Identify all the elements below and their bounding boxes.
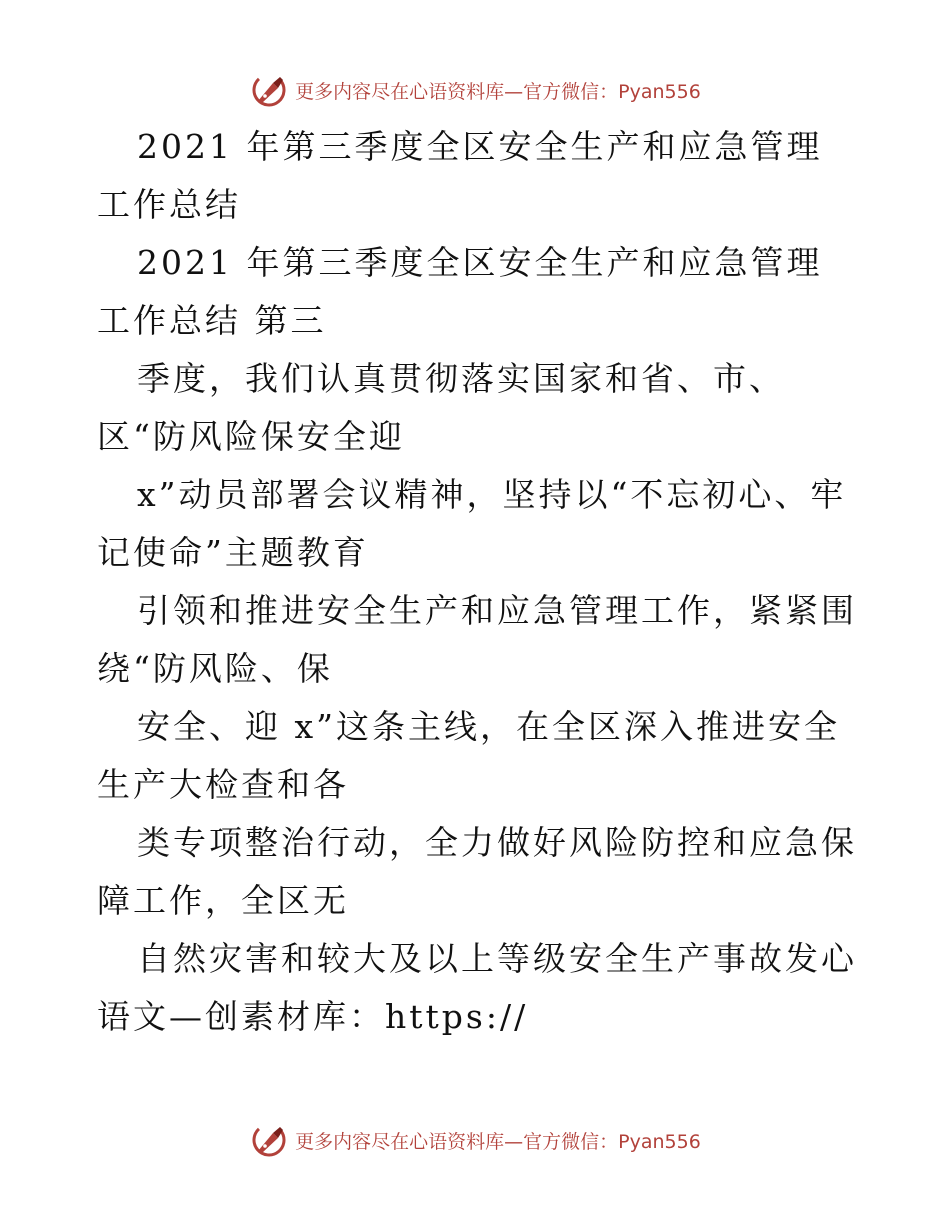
footer-banner-text: 更多内容尽在心语资料库—官方微信：Pyan556: [295, 1130, 701, 1153]
header-banner: [0, 68, 950, 112]
document-paragraph: 季度，我们认真贯彻落实国家和省、市、区“防风险保安全迎: [97, 359, 785, 456]
document-paragraph: 自然灾害和较大及以上等级安全生产事故发心语文—创素材库：https://: [97, 939, 857, 1036]
header-banner-text: 更多内容尽在心语资料库—官方微信：Pyan556: [295, 80, 701, 103]
pen-nib-icon: [249, 70, 289, 110]
document-paragraph: 类专项整治行动，全力做好风险防控和应急保障工作，全区无: [97, 823, 857, 920]
document-paragraph: x”动员部署会议精神，坚持以“不忘初心、牢记使命”主题教育: [97, 475, 847, 572]
document-paragraph: 引领和推进安全生产和应急管理工作，紧紧围绕“防风险、保: [97, 591, 857, 688]
pen-nib-icon: [249, 1120, 289, 1160]
document-paragraph: 2021 年第三季度全区安全生产和应急管理工作总结 第三: [97, 243, 823, 340]
document-body: [97, 118, 857, 1046]
document-paragraph: 安全、迎 x”这条主线，在全区深入推进安全生产大检查和各: [97, 707, 840, 804]
document-title-paragraph: 2021 年第三季度全区安全生产和应急管理工作总结: [97, 127, 823, 224]
footer-banner: [0, 1118, 950, 1162]
